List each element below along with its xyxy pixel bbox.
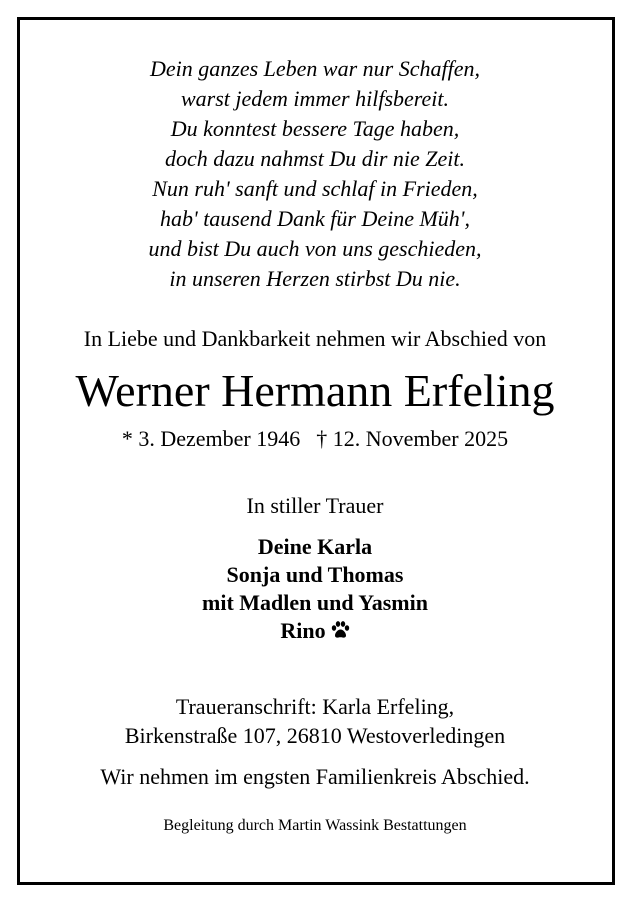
address-line: Birkenstraße 107, 26810 Westoverledingen (124, 723, 506, 748)
family-member: mit Madlen und Yasmin (202, 590, 428, 615)
paw-print-icon (330, 620, 350, 644)
pet-name: Rino (280, 618, 326, 643)
address-line: Traueranschrift: Karla Erfeling, (175, 694, 455, 719)
birth-date: * 3. Dezember 1946 (121, 426, 301, 451)
poem-line: Dein ganzes Leben war nur Schaffen, (150, 56, 480, 81)
poem-line: Du konntest bessere Tage haben, (170, 116, 460, 141)
family-member: Deine Karla (257, 534, 373, 559)
closing-note: Wir nehmen im engsten Familienkreis Abschied. (100, 764, 530, 789)
farewell-intro: In Liebe und Dankbarkeit nehmen wir Abschied von (83, 326, 547, 351)
life-dates (0, 428, 630, 450)
poem-line: und bist Du auch von uns geschieden, (148, 236, 482, 261)
death-date: † 12. November 2025 (316, 426, 509, 451)
undertaker-credit: Begleitung durch Martin Wassink Bestattungen (163, 817, 467, 834)
family-member-pet (0, 620, 630, 644)
deceased-name: Werner Hermann Erfeling (75, 365, 555, 416)
poem-line: warst jedem immer hilfsbereit. (180, 86, 450, 111)
poem-line: Nun ruh' sanft und schlaf in Frieden, (152, 176, 478, 201)
poem-line: doch dazu nahmst Du dir nie Zeit. (164, 146, 466, 171)
poem-line: hab' tausend Dank für Deine Müh', (159, 206, 471, 231)
family-member: Sonja und Thomas (226, 562, 404, 587)
mourning-heading: In stiller Trauer (246, 493, 384, 518)
poem-line: in unseren Herzen stirbst Du nie. (169, 266, 461, 291)
